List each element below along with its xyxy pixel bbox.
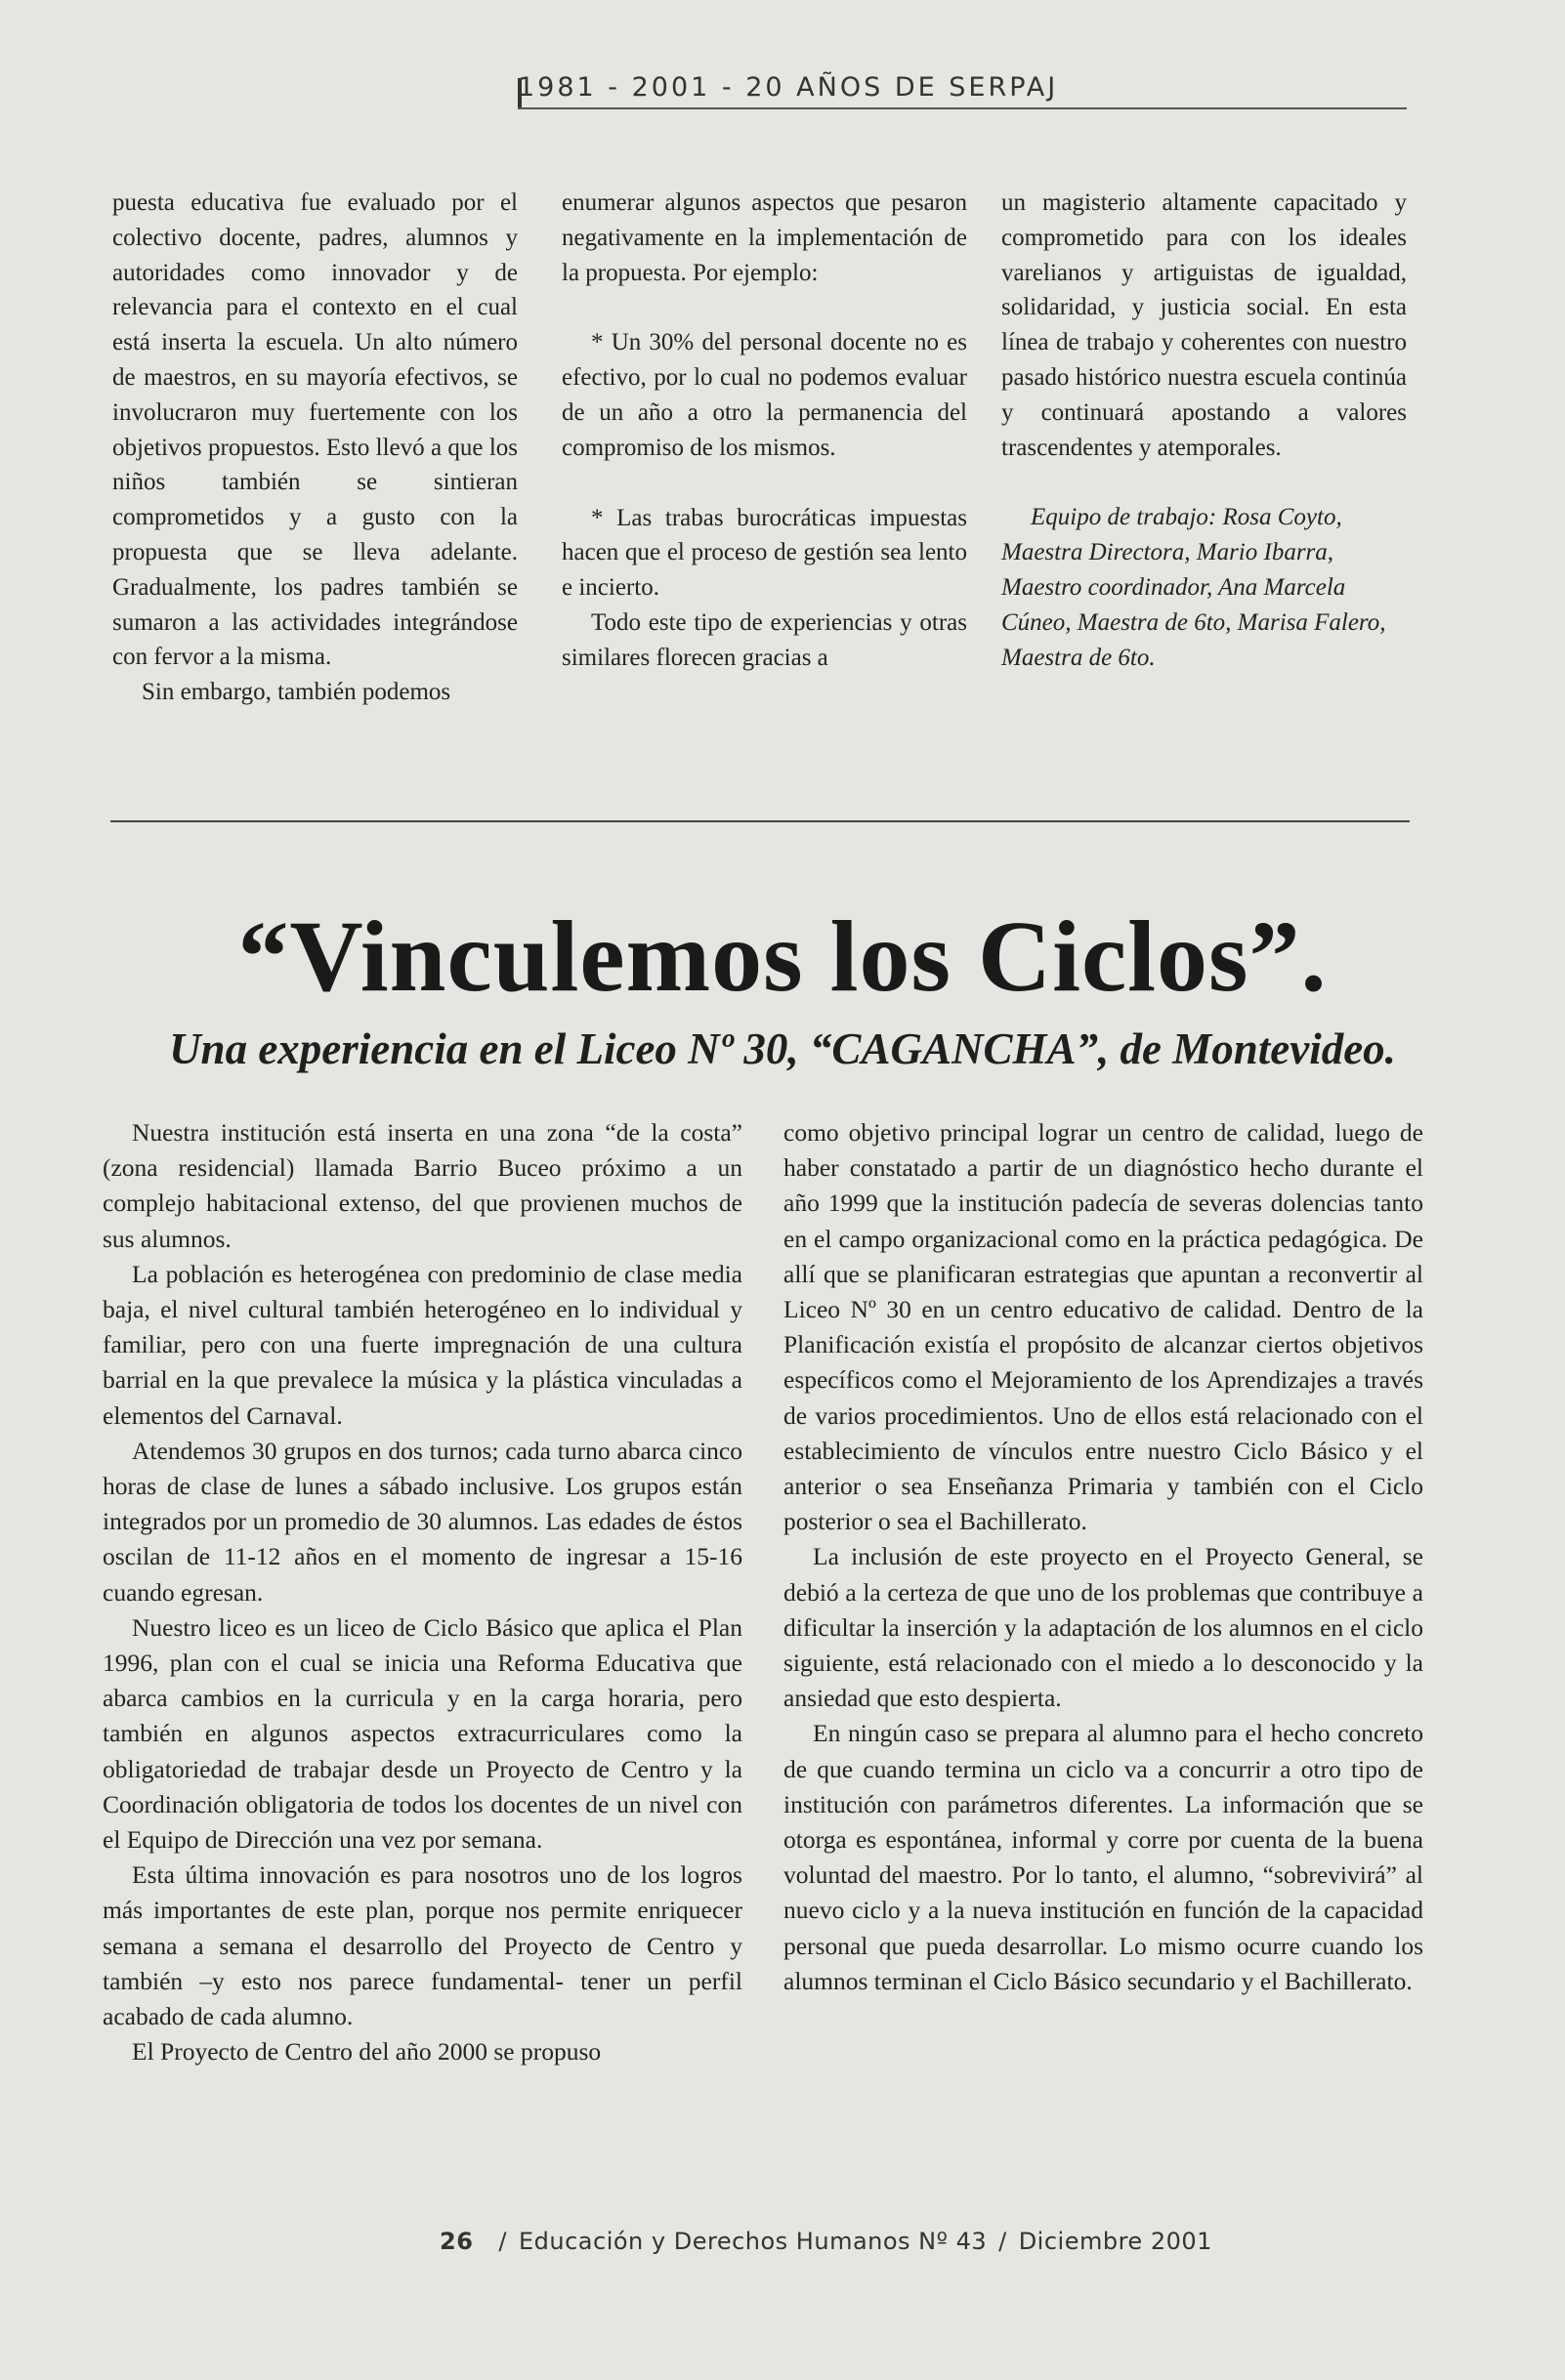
top-column-1 xyxy=(112,186,518,710)
paragraph: como objetivo principal lograr un centro de calidad, luego de haber constatado a partir de un diagnóstico hecho durante el año 1999 que la institución padecía de severas dolencias tanto en el campo organizacional como en la práctica pedagógica. De allí que se planificaran estrategias que apuntan a reconvertir al Liceo Nº 30 en un centro educativo de calidad. Dentro de la Planificación existía el propósito de alcanzar ciertos objetivos específicos como el Mejoramiento de los Aprendizajes a través de varios procedimientos. Uno de ellos está relacionado con el establecimiento de vínculos entre nuestro Ciclo Básico y el anterior o sea Enseñanza Primaria y también con el Ciclo posterior o sea el Bachillerato. xyxy=(783,1118,1423,1536)
article-column-1 xyxy=(103,1115,742,2069)
paragraph: Nuestro liceo es un liceo de Ciclo Básico que aplica el Plan 1996, plan con el cual se inicia una Reforma Educativa que abarca cambios en la curricula y en la carga horaria, pero también en algunos aspectos extracurriculares como la obligatoriedad de trabajar desde un Proyecto de Centro y la Coordinación obligatoria de todos los docentes de un nivel con el Equipo de Dirección una vez por semana. xyxy=(103,1612,742,1855)
paragraph: Sin embargo, también podemos xyxy=(142,679,451,706)
paragraph: Todo este tipo de experiencias y otras similares florecen gracias a xyxy=(562,608,967,671)
paragraph: En ningún caso se prepara al alumno para el hecho concreto de que cuando termina un ciclo va a concurrir a otro tipo de institución con parámetros diferentes. La información que se otorga es espontánea, informal y corre por cuenta de la buena voluntad del maestro. Por lo tanto, el alumno, “sobrevivirá” al nuevo ciclo y a la nueva institución en función de la capacidad personal que pueda desarrollar. Lo mismo ocurre cuando los alumnos terminan el Ciclo Básico secundario y el Bachillerato. xyxy=(783,1719,1423,1995)
running-header: 1981 - 2001 - 20 AÑOS DE SERPAJ xyxy=(518,72,1059,103)
page-number: 26 xyxy=(440,2228,474,2255)
paragraph: Atendemos 30 grupos en dos turnos; cada turno abarca cinco horas de clase de lunes a sábado inclusive. Los grupos están integrados por un promedio de 30 alumnos. Las edades de éstos oscilan de 11-12 años en el momento de ingresar a 15-16 cuando egresan. xyxy=(103,1436,742,1607)
paragraph: La población es heterogénea con predominio de clase media baja, el nivel cultural también heterogéneo en lo individual y familiar, pero con una fuerte impregnación de una cultura barrial en la que prevalece la música y la plástica vinculadas a elementos del Carnaval. xyxy=(103,1259,742,1430)
footer-separator: / xyxy=(998,2228,1007,2255)
paragraph: un magisterio altamente capacitado y comprometido para con los ideales varelianos y artiguistas de igualdad, solidaridad, y justicia social. En esta línea de trabajo y coherentes con nuestro pasado histórico nuestra escuela continúa y continuará apostando a valores trascendentes y atemporales. xyxy=(1001,189,1407,461)
paragraph: Esta última innovación es para nosotros uno de los logros más importantes de este plan, porque nos permite enriquecer semana a semana el desarrollo del Proyecto de Centro y también –y esto nos parece fundamental- tener un perfil acabado de cada alumno. xyxy=(103,1860,742,2031)
paragraph: enumerar algunos aspectos que pesaron negativamente en la implementación de la propuesta. Por ejemplo: xyxy=(562,189,967,286)
publication-name: Educación y Derechos Humanos Nº 43 xyxy=(519,2228,988,2255)
article-title: “Vinculemos los Ciclos”. xyxy=(237,900,1328,1013)
page-footer xyxy=(440,2228,1212,2255)
top-column-3 xyxy=(1001,186,1407,675)
bullet-paragraph: * Un 30% del personal docente no es efectivo, por lo cual no podemos evaluar de un año a otro la permanencia del compromiso de los mismos. xyxy=(562,329,967,461)
bullet-paragraph: * Las trabas burocráticas impuestas hacen que el proceso de gestión sea lento e incierto. xyxy=(562,504,967,602)
header-rule xyxy=(518,107,1407,109)
article-subtitle: Una experiencia en el Liceo Nº 30, “CAGANCHA”, de Montevideo. xyxy=(169,1024,1396,1073)
paragraph: Nuestra institución está inserta en una zona “de la costa” (zona residencial) llamada Barrio Buceo próximo a un complejo habitacional extenso, del que provienen muchos de sus alumnos. xyxy=(103,1118,742,1253)
section-divider xyxy=(110,820,1410,822)
top-column-2 xyxy=(562,186,967,676)
publication-date: Diciembre 2001 xyxy=(1018,2228,1212,2255)
footer-separator: / xyxy=(498,2228,507,2255)
paragraph: La inclusión de este proyecto en el Proyecto General, se debió a la certeza de que uno de los problemas que contribuye a dificultar la inserción y la adaptación de los alumnos en el ciclo siguiente, está relacionado con el miedo a lo desconocido y la ansiedad que esto despierta. xyxy=(783,1542,1423,1713)
paragraph: El Proyecto de Centro del año 2000 se propuso xyxy=(132,2037,602,2067)
team-credits: Equipo de trabajo: Rosa Coyto, Maestra Directora, Mario Ibarra, Maestro coordinador, Ana Marcela Cúneo, Maestra de 6to, Marisa Falero, Maestra de 6to. xyxy=(1001,504,1386,671)
paragraph: puesta educativa fue evaluado por el colectivo docente, padres, alumnos y autoridades como innovador y de relevancia para el contexto en el cual está inserta la escuela. Un alto número de maestros, en su mayoría efectivos, se involucraron muy fuertemente con los objetivos propuestos. Esto llevó a que los niños también se sintieran comprometidos y a gusto con la propuesta que se lleva adelante. Gradualmente, los padres también se sumaron a las actividades integrándose con fervor a la misma. xyxy=(112,189,518,671)
article-column-2 xyxy=(783,1115,1423,1999)
